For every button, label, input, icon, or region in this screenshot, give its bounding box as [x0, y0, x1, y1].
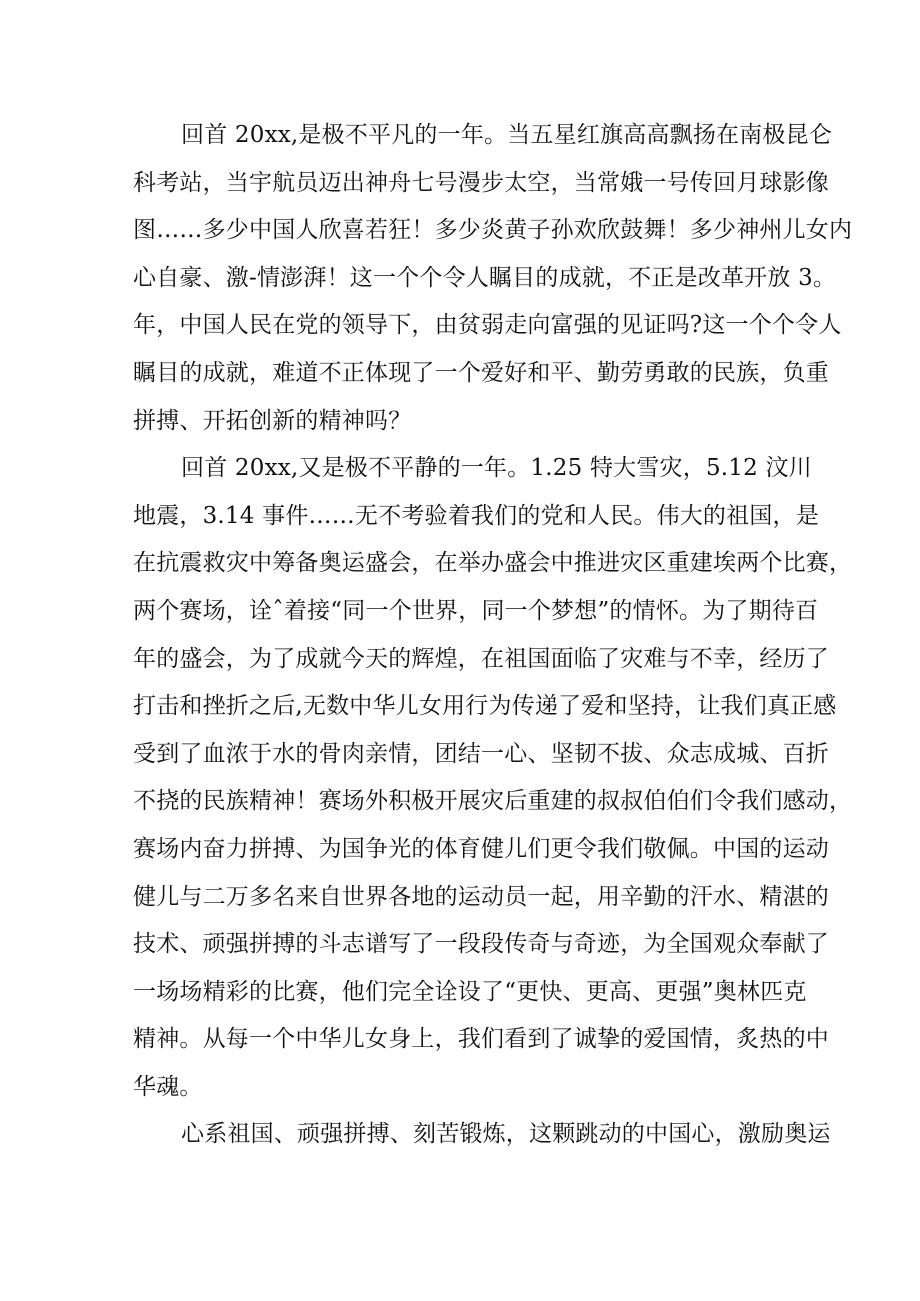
- paragraph-2-line-9: 赛场内奋力拼搏、为国争光的体育健儿们更令我们敬佩。中国的运动: [133, 835, 829, 862]
- paragraph-2-line-5: 年的盛会，为了成就今天的辉煌，在祖国面临了灾难与不幸，经历了: [133, 645, 829, 672]
- paragraph-2-line-11: 技术、顽强拼搏的斗志谱写了一段段传奇与奇迹，为全国观众奉献了: [133, 931, 829, 958]
- paragraph-1-line-4: 心自豪、激-情澎湃！这一个个令人瞩目的成就，不正是改革开放 3。: [133, 264, 837, 291]
- paragraph-2-line-4: 两个赛场，诠ˆ着接“同一个世界，同一个梦想”的情怀。为了期待百: [133, 597, 819, 624]
- paragraph-2-line-7: 受到了血浓于水的骨肉亲情，团结一心、坚韧不拔、众志成城、百折: [133, 740, 829, 767]
- document-body: [133, 112, 853, 1159]
- paragraph-1-line-3: 图……多少中国人欣喜若狂！多少炎黄子孙欢欣鼓舞！多少神州儿女内: [133, 217, 853, 244]
- paragraph-2-line-13: 精神。从每一个中华儿女身上，我们看到了诚挚的爱国情，炙热的中: [133, 1026, 829, 1053]
- paragraph-2-line-6: 打击和挫折之后,无数中华儿女用行为传递了爱和坚持，让我们真正感: [133, 693, 837, 720]
- paragraph-1-line-7: 拼搏、开拓创新的精神吗？: [133, 407, 412, 434]
- paragraph-2-line-2: 地震，3.14 事件……无不考验着我们的党和人民。伟大的祖国，是: [133, 502, 819, 529]
- paragraph-1-line-6: 瞩目的成就，难道不正体现了一个爱好和平、勤劳勇敢的民族，负重: [133, 359, 829, 386]
- paragraph-1-line-2: 科考站，当宇航员迈出神舟七号漫步太空，当常娥一号传回月球影像: [133, 169, 829, 196]
- paragraph-2-line-3: 在抗震救灾中筹备奥运盛会，在举办盛会中推进灾区重建埃两个比赛，: [133, 550, 853, 577]
- paragraph-2-line-8: 不挠的民族精神！赛场外积极开展灾后重建的叔叔伯伯们令我们感动，: [133, 788, 853, 815]
- paragraph-1-line-1: 回首 20xx,是极不平凡的一年。当五星红旗高高飘扬在南极昆仑: [181, 122, 833, 148]
- paragraph-3-line-1: 心系祖国、顽强拼搏、刻苦锻炼，这颗跳动的中国心，激励奥运: [181, 1121, 831, 1148]
- paragraph-2-line-1: 回首 20xx,又是极不平静的一年。1.25 特大雪灾，5.12 汶川: [181, 455, 812, 482]
- paragraph-2-line-14: 华魂。: [133, 1073, 203, 1100]
- paragraph-1-line-5: 年，中国人民在党的领导下，由贫弱走向富强的见证吗?这一个个令人: [133, 312, 842, 339]
- paragraph-2-line-12: 一场场精彩的比赛，他们完全诠设了“更快、更高、更强”奥林匹克: [133, 978, 807, 1005]
- paragraph-2-line-10: 健儿与二万多名来自世界各地的运动员一起，用辛勤的汗水、精湛的: [133, 883, 829, 910]
